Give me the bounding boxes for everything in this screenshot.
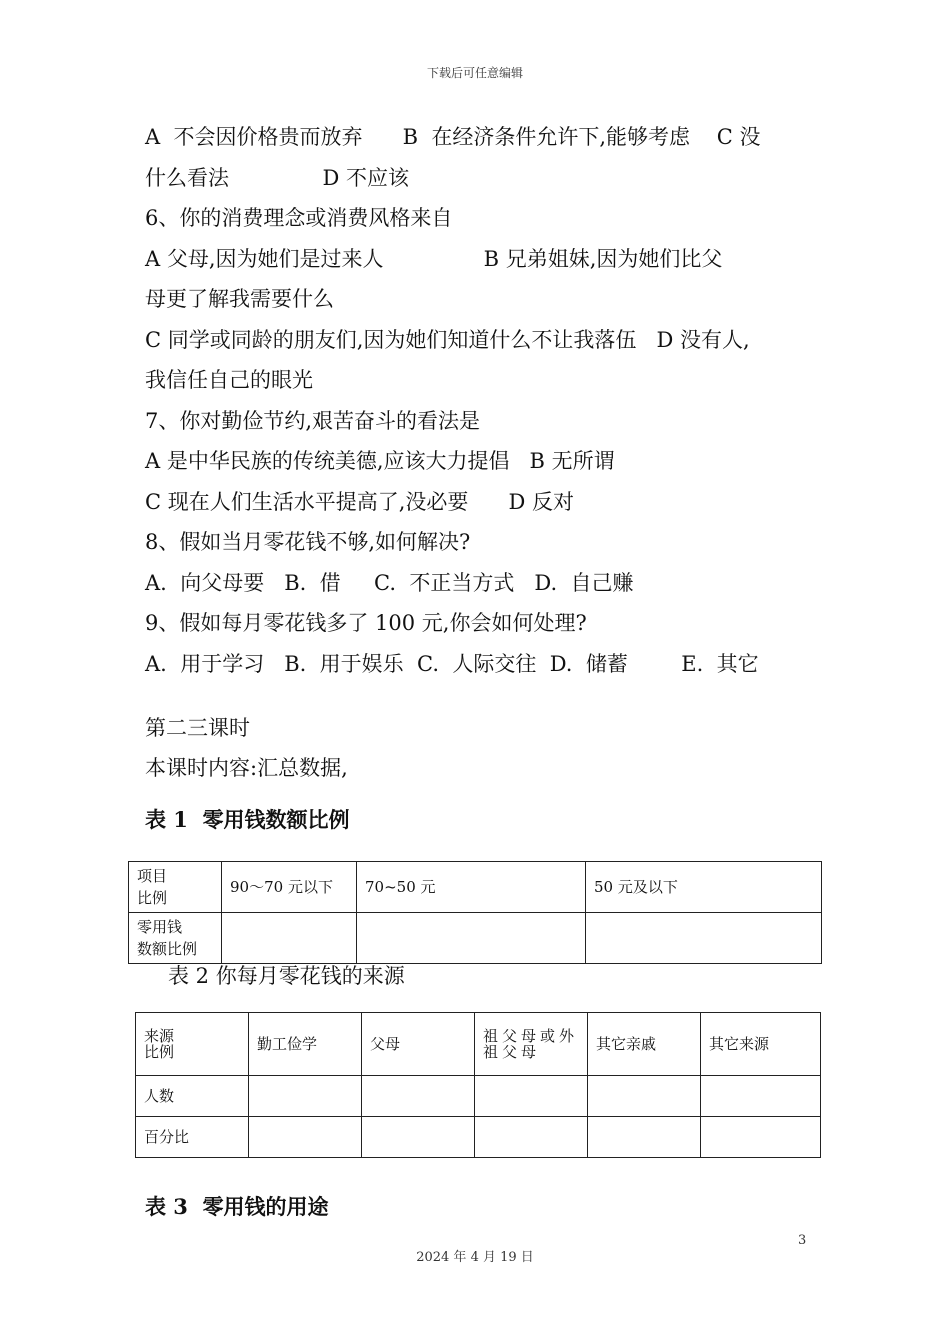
body-line: 母更了解我需要什么	[145, 287, 334, 311]
cell-text: 数额比例	[137, 940, 198, 958]
table-row	[129, 862, 822, 913]
table-cell	[588, 1117, 701, 1158]
table-row	[136, 1076, 821, 1117]
body-line: C 同学或同龄的朋友们,因为她们知道什么不让我落伍 D 没有人,	[145, 328, 750, 352]
table-cell	[136, 1013, 249, 1076]
table-cell	[129, 862, 222, 913]
table-cell: 人数	[136, 1076, 249, 1117]
table-row	[136, 1117, 821, 1158]
body-line: C 现在人们生活水平提高了,没必要 D 反对	[145, 490, 574, 514]
body-line: A 不会因价格贵而放弃 B 在经济条件允许下,能够考虑 C 没	[145, 125, 761, 149]
table-cell	[586, 913, 822, 964]
table-cell	[588, 1076, 701, 1117]
table-cell	[222, 913, 357, 964]
table-cell	[475, 1076, 588, 1117]
cell-text: 比例	[137, 889, 168, 907]
table-cell	[362, 1117, 475, 1158]
table-cell: 父母	[362, 1013, 475, 1076]
table-cell	[249, 1076, 362, 1117]
table2-title: 表 2 你每月零花钱的来源	[168, 964, 405, 988]
table-cell	[362, 1076, 475, 1117]
cell-text: 来源	[144, 1027, 175, 1045]
table-cell: 其它来源	[701, 1013, 821, 1076]
table-cell: 勤工俭学	[249, 1013, 362, 1076]
table-cell	[249, 1117, 362, 1158]
footer-date: 2024 年 4 月 19 日	[416, 1250, 534, 1265]
body-line: 我信任自己的眼光	[145, 368, 313, 392]
cell-text: 比例	[144, 1043, 175, 1061]
table-cell	[475, 1117, 588, 1158]
section-title: 第二三课时	[145, 716, 250, 740]
question-9: 9、假如每月零花钱多了 100 元,你会如何处理?	[145, 611, 587, 635]
section-content: 本课时内容:汇总数据,	[145, 756, 348, 780]
table-row	[136, 1013, 821, 1076]
cell-text: 项目	[137, 867, 168, 885]
table-cell: 祖父母或外祖父母	[475, 1013, 588, 1076]
body-line: 什么看法 D 不应该	[145, 166, 409, 190]
table1	[128, 861, 822, 964]
table-cell	[701, 1117, 821, 1158]
table-cell	[701, 1076, 821, 1117]
question-7: 7、你对勤俭节约,艰苦奋斗的看法是	[145, 409, 481, 433]
table-cell: 90～70 元以下	[222, 862, 357, 913]
cell-text: 零用钱	[137, 918, 183, 936]
question-8: 8、假如当月零花钱不够,如何解决?	[145, 530, 471, 554]
body-line: A 是中华民族的传统美德,应该大力提倡 B 无所谓	[145, 449, 615, 473]
table-cell: 百分比	[136, 1117, 249, 1158]
body-line: A 父母,因为她们是过来人 B 兄弟姐妹,因为她们比父	[145, 247, 723, 271]
table3-title: 表 3 零用钱的用途	[145, 1194, 329, 1219]
page-number: 3	[798, 1233, 807, 1248]
table-cell	[357, 913, 586, 964]
table-cell	[129, 913, 222, 964]
body-line: A. 向父母要 B. 借 C. 不正当方式 D. 自己赚	[145, 571, 634, 595]
table-cell: 50 元及以下	[586, 862, 822, 913]
header-note: 下载后可任意编辑	[426, 66, 523, 80]
table1-title: 表 1 零用钱数额比例	[145, 807, 350, 832]
question-6: 6、你的消费理念或消费风格来自	[145, 206, 453, 230]
table-cell: 其它亲戚	[588, 1013, 701, 1076]
table-row	[129, 913, 822, 964]
body-line: A. 用于学习 B. 用于娱乐 C. 人际交往 D. 储蓄 E. 其它	[145, 652, 759, 676]
table2	[135, 1012, 821, 1158]
table-cell: 70~50 元	[357, 862, 586, 913]
